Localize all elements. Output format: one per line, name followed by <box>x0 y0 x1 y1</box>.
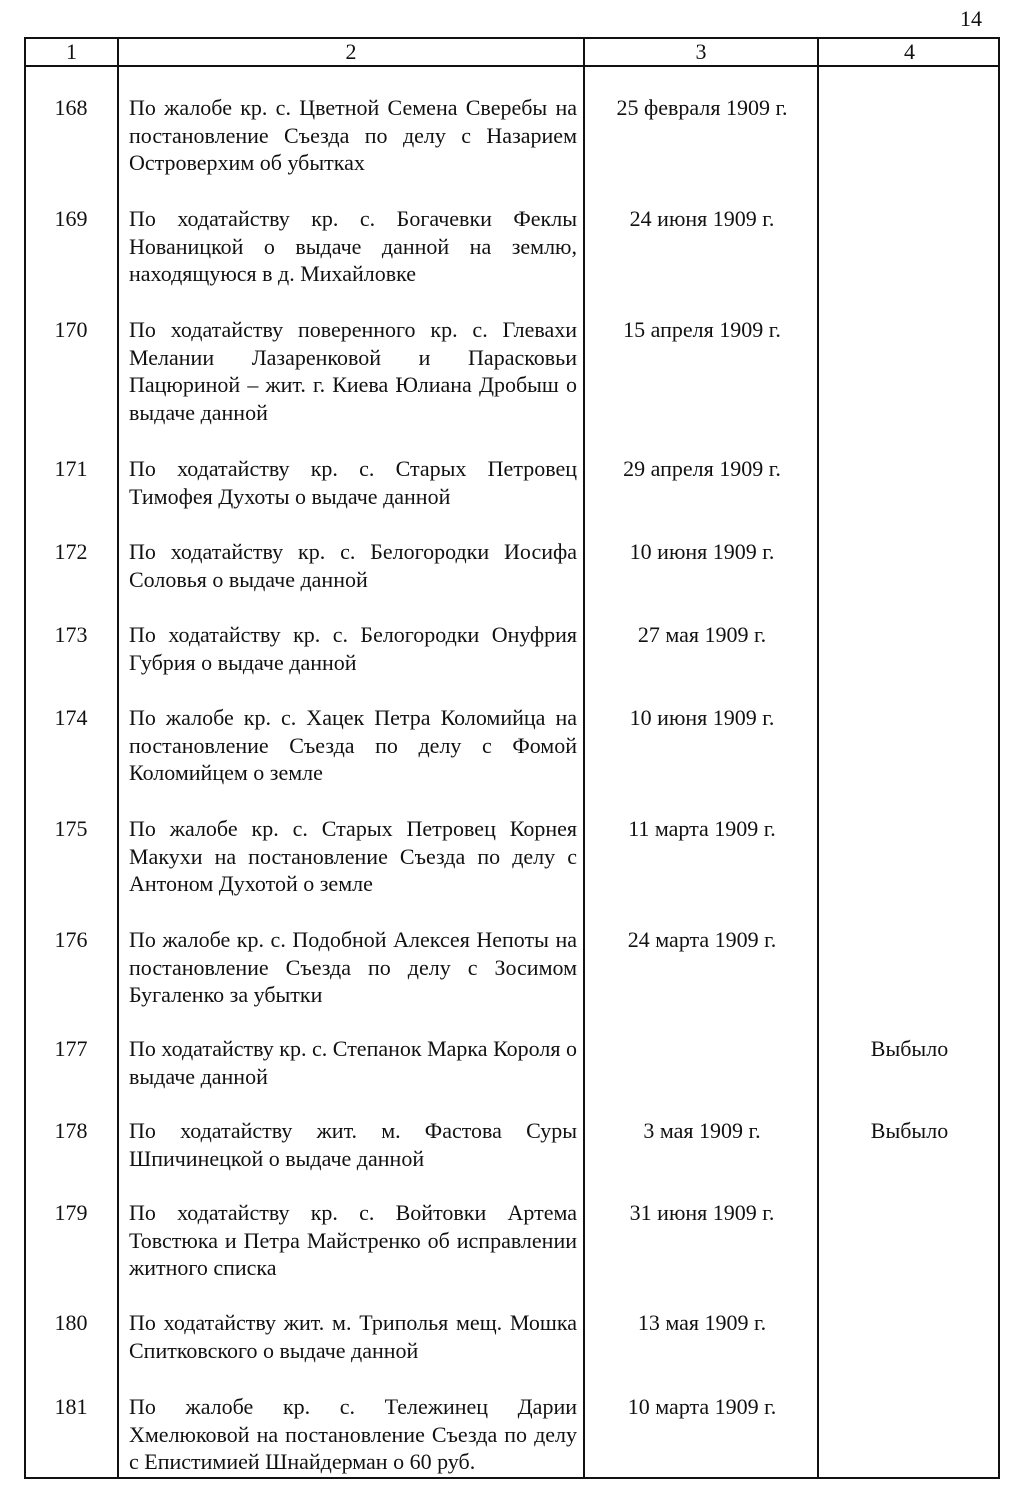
case-date: 10 марта 1909 г. <box>627 1394 777 1419</box>
case-number: 176 <box>54 927 88 952</box>
case-description: По ходатайству поверенного кр. с. Глевахи Мелании Лазаренковой и Парасковьи Пацюриной – жит. г. Киева Юлиана Дробыш о выдаче данной <box>129 317 577 425</box>
column-header-1: 1 <box>66 39 77 64</box>
case-description: По ходатайству кр. с. Белогородки Иосифа Соловья о выдаче данной <box>129 539 577 592</box>
case-number: 174 <box>54 705 88 730</box>
column-divider <box>817 39 819 1477</box>
case-date: 10 июня 1909 г. <box>629 539 775 564</box>
case-date: 24 марта 1909 г. <box>627 927 777 952</box>
case-description: По ходатайству жит. м. Фастова Суры Шпичинецкой о выдаче данной <box>129 1118 577 1171</box>
column-divider <box>583 39 585 1477</box>
case-number: 177 <box>54 1036 88 1061</box>
column-header-4: 4 <box>904 39 915 64</box>
case-description: По ходатайству кр. с. Белогородки Онуфрия Губрия о выдаче данной <box>129 622 577 675</box>
case-description: По жалобе кр. с. Подобной Алексея Непоты на постановление Съезда по делу с Зосимом Бугаленко за убытки <box>129 927 577 1007</box>
case-date: 3 мая 1909 г. <box>643 1118 761 1143</box>
case-description: По ходатайству кр. с. Богачевки Феклы Нованицкой о выдаче данной на землю, находящуюся в д. Михайловке <box>129 206 577 286</box>
page-number: 14 <box>960 6 982 31</box>
case-description: По ходатайству кр. с. Войтовки Артема Товстюка и Петра Майстренко об исправлении житного списка <box>129 1200 577 1280</box>
case-date: 27 мая 1909 г. <box>637 622 767 647</box>
case-date: 13 мая 1909 г. <box>637 1310 767 1335</box>
case-description: По ходатайству жит. м. Триполья мещ. Мошка Спитковского о выдаче данной <box>129 1310 577 1363</box>
column-header-3: 3 <box>695 39 707 64</box>
case-number: 175 <box>54 816 88 841</box>
case-number: 171 <box>54 456 88 481</box>
column-divider <box>117 39 119 1477</box>
case-note: Выбыло <box>870 1118 949 1143</box>
case-date: 25 февраля 1909 г. <box>616 95 788 120</box>
archive-table <box>24 37 1000 1479</box>
case-description: По жалобе кр. с. Тележинец Дарии Хмелюковой на постановление Съезда по делу с Епистимией Шнайдерман о 60 руб. <box>129 1394 577 1474</box>
case-date: 29 апреля 1909 г. <box>623 456 781 481</box>
column-header-2: 2 <box>345 39 357 64</box>
case-number: 179 <box>54 1200 88 1225</box>
case-note: Выбыло <box>870 1036 949 1061</box>
case-number: 169 <box>54 206 88 231</box>
case-number: 168 <box>54 95 88 120</box>
case-description: По ходатайству кр. с. Старых Петровец Тимофея Духоты о выдаче данной <box>129 456 577 509</box>
case-description: По жалобе кр. с. Старых Петровец Корнея Макухи на постановление Съезда по делу с Антоном Духотой о земле <box>129 816 577 896</box>
case-date: 24 июня 1909 г. <box>629 206 775 231</box>
case-number: 170 <box>54 317 88 342</box>
case-description: По жалобе кр. с. Цветной Семена Сверебы на постановление Съезда по делу с Назарием Островерхим об убытках <box>129 95 577 175</box>
case-date: 11 марта 1909 г. <box>628 816 776 841</box>
case-number: 180 <box>54 1310 88 1335</box>
case-date: 10 июня 1909 г. <box>629 705 775 730</box>
case-number: 181 <box>54 1394 88 1419</box>
case-number: 178 <box>54 1118 88 1143</box>
header-divider <box>26 65 998 67</box>
case-date: 31 июня 1909 г. <box>629 1200 775 1225</box>
case-date: 15 апреля 1909 г. <box>623 317 781 342</box>
case-description: По жалобе кр. с. Хацек Петра Коломийца на постановление Съезда по делу с Фомой Коломийцем о земле <box>129 705 577 785</box>
case-number: 173 <box>54 622 88 647</box>
case-description: По ходатайству кр. с. Степанок Марка Короля о выдаче данной <box>129 1036 577 1089</box>
case-number: 172 <box>54 539 88 564</box>
